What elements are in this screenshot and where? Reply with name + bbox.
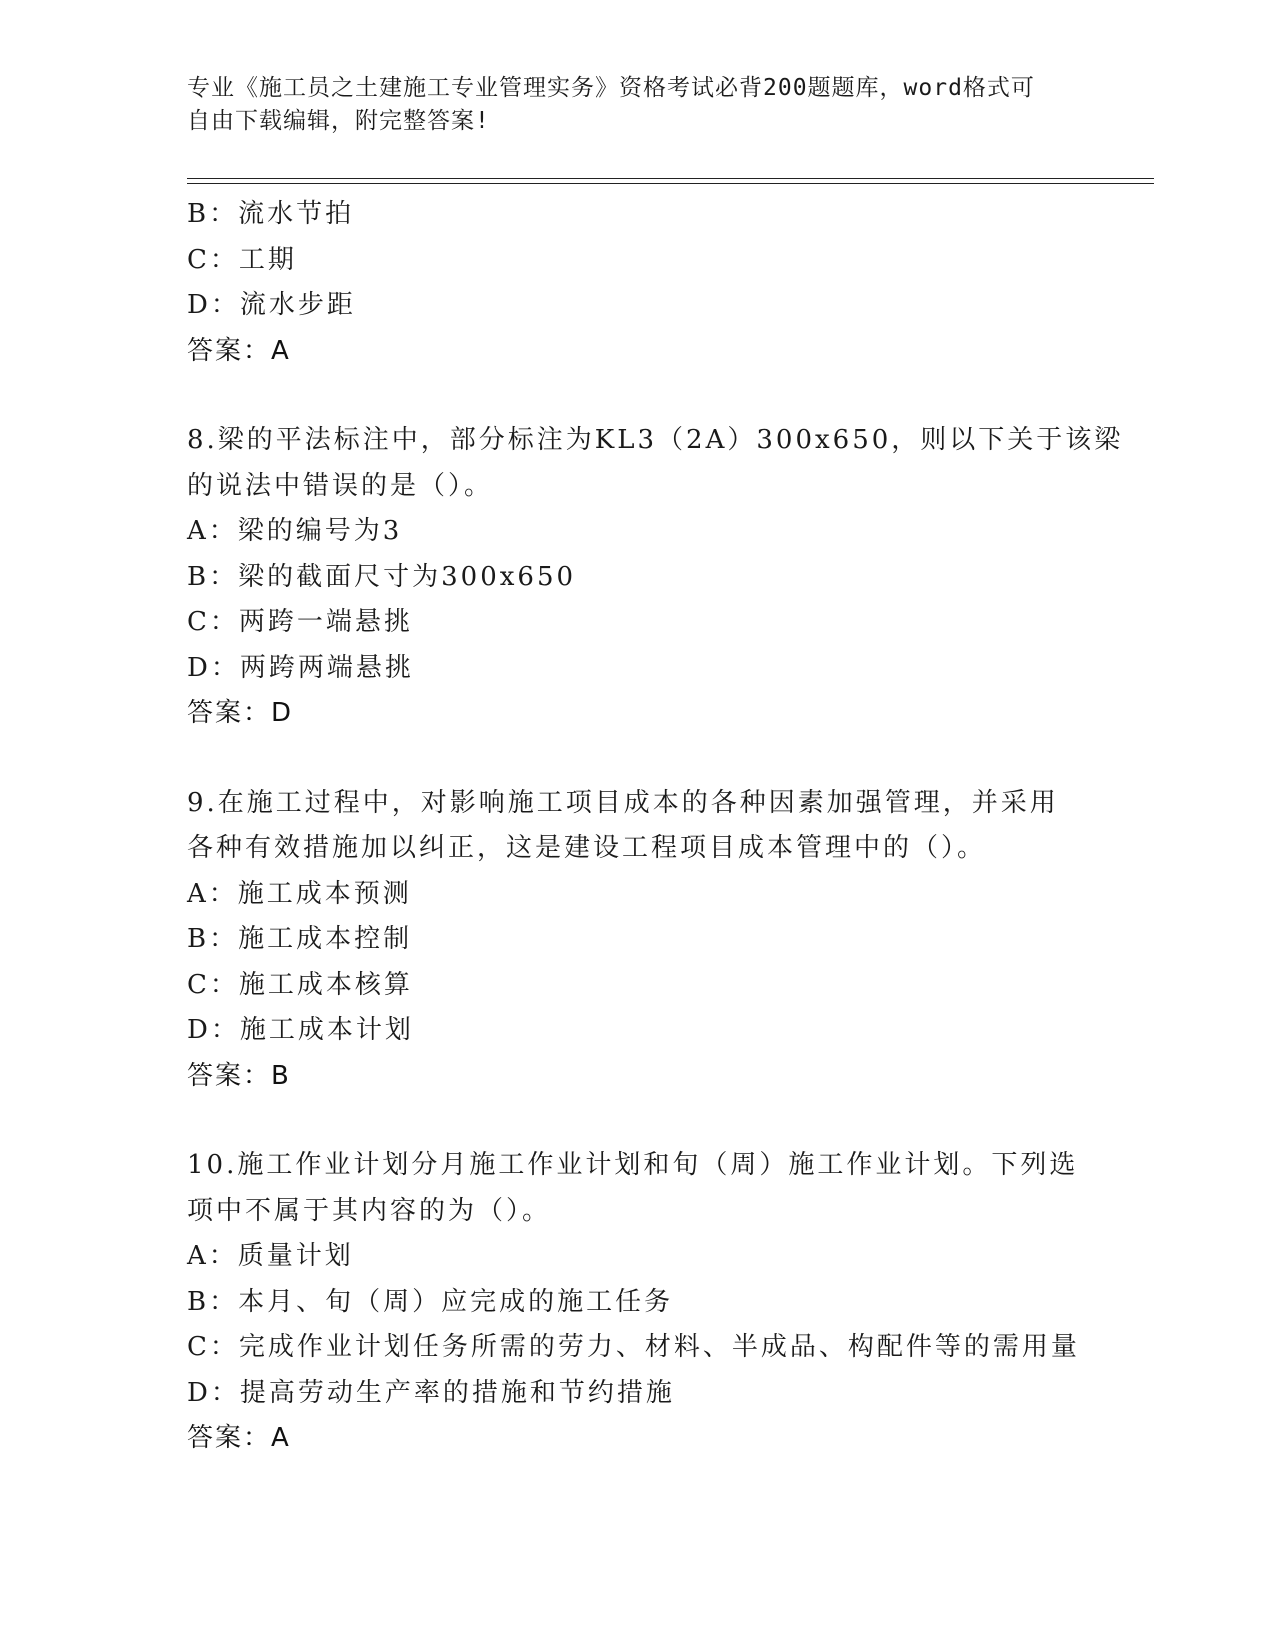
answer: 答案：A <box>187 1423 291 1453</box>
option-a: A：施工成本预测 <box>187 878 412 909</box>
option-c: C：工期 <box>187 244 297 275</box>
option-d: D：两跨两端悬挑 <box>187 652 414 683</box>
option-c: C：两跨一端悬挑 <box>187 607 413 637</box>
answer: 答案：D <box>187 698 294 728</box>
question-8 <box>187 418 1124 737</box>
option-a: A：质量计划 <box>187 1241 354 1271</box>
answer: 答案：A <box>187 335 291 366</box>
question-stem-line-2: 项中不属于其内容的为（）。 <box>187 1195 552 1226</box>
header-divider-bottom <box>187 183 1154 184</box>
question-stem-line-1: 8.梁的平法标注中，部分标注为KL3（2A）300x650，则以下关于该梁 <box>187 425 1124 455</box>
question-7 <box>187 192 1087 374</box>
document-header <box>187 72 1067 138</box>
question-stem-line-1: 10.施工作业计划分月施工作业计划和旬（周）施工作业计划。下列选 <box>187 1150 1079 1180</box>
question-stem-line-1: 9.在施工过程中，对影响施工项目成本的各种因素加强管理，并采用 <box>187 787 1059 818</box>
option-d: D：提高劳动生产率的措施和节约措施 <box>187 1377 675 1408</box>
header-line-2: 自由下载编辑，附完整答案! <box>187 108 490 134</box>
option-c: C：完成作业计划任务所需的劳力、材料、半成品、构配件等的需用量 <box>187 1332 1080 1362</box>
header-line-1: 专业《施工员之土建施工专业管理实务》资格考试必背200题题库，word格式可 <box>187 75 1035 101</box>
spacer <box>187 1099 1087 1143</box>
option-b: B：梁的截面尺寸为300x650 <box>187 561 577 592</box>
option-b: B：流水节拍 <box>187 199 355 229</box>
question-10 <box>187 1143 1087 1462</box>
spacer <box>187 374 1087 418</box>
question-stem-line-2: 各种有效措施加以纠正，这是建设工程项目成本管理中的（）。 <box>187 833 987 863</box>
header-divider-top <box>187 178 1154 179</box>
answer: 答案：B <box>187 1060 291 1091</box>
question-stem-line-2: 的说法中错误的是（）。 <box>187 470 494 501</box>
option-d: D：流水步距 <box>187 290 356 320</box>
option-b: B：本月、旬（周）应完成的施工任务 <box>187 1286 674 1317</box>
spacer <box>187 737 1087 781</box>
option-c: C：施工成本核算 <box>187 969 413 1000</box>
question-9 <box>187 781 1087 1100</box>
question-list <box>187 192 1124 1462</box>
option-b: B：施工成本控制 <box>187 924 413 954</box>
option-a: A：梁的编号为3 <box>187 516 403 546</box>
option-d: D：施工成本计划 <box>187 1015 414 1045</box>
